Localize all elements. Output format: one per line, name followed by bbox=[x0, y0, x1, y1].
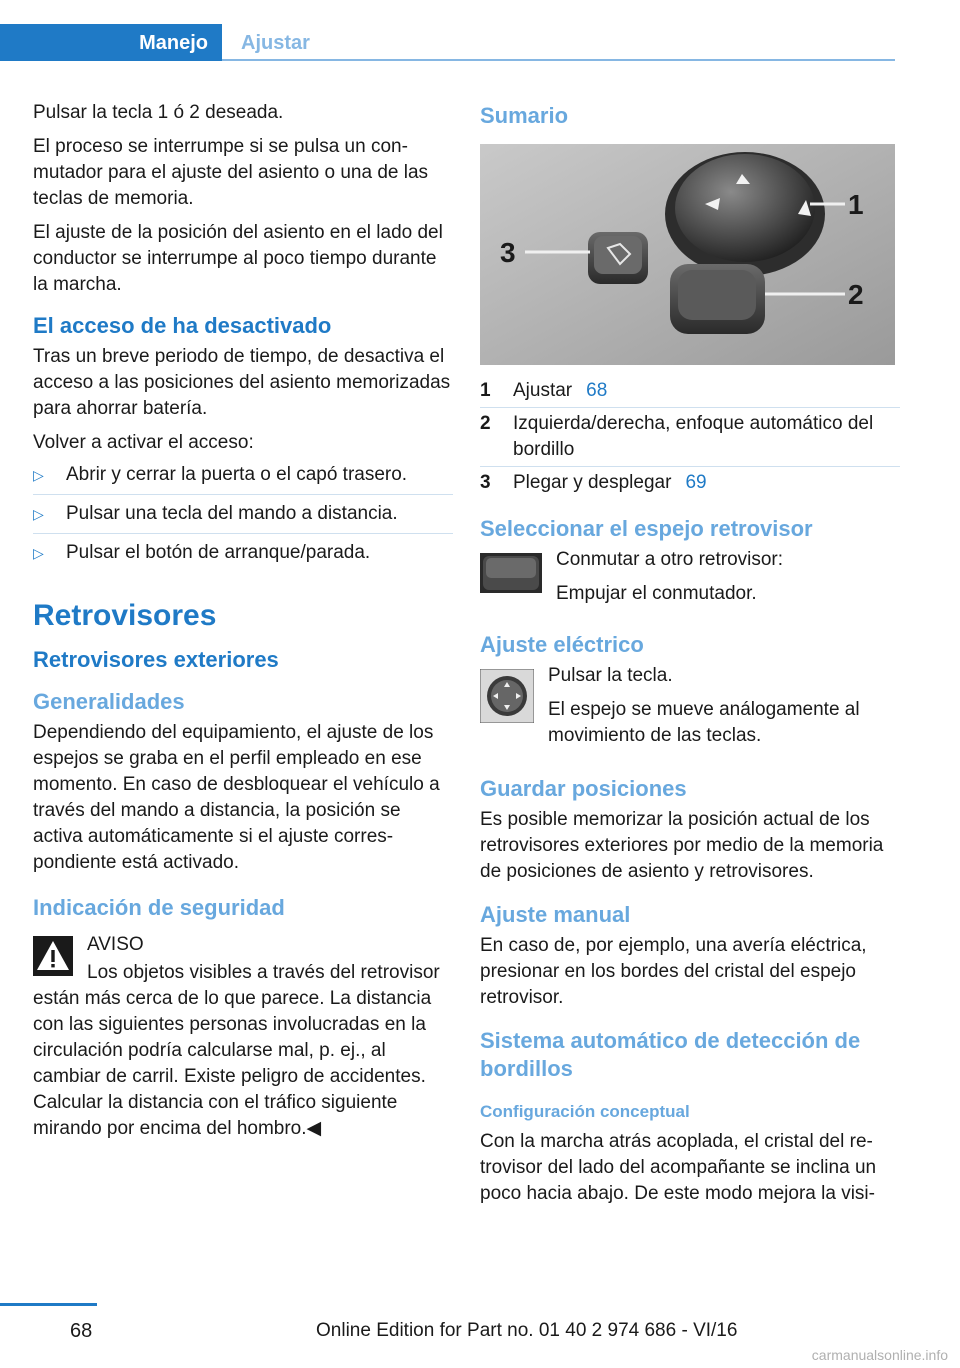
watermark: carmanualsonline.info bbox=[811, 1347, 948, 1363]
photo-label-3: 3 bbox=[500, 237, 516, 268]
aviso-label: AVISO bbox=[87, 934, 144, 955]
mirror-switch-photo bbox=[480, 144, 895, 365]
list-item: ▷ Pulsar una tecla del mando a distancia. bbox=[33, 495, 453, 534]
footer-rule bbox=[0, 1303, 97, 1306]
triangle-bullet-icon: ▷ bbox=[33, 467, 44, 483]
select-mirror-row: Conmutar a otro retrovisor: Empujar el conmutador. bbox=[480, 547, 900, 615]
heading-electrico: Ajuste eléctrico bbox=[480, 632, 644, 657]
paragraph: Dependiendo del equipamiento, el ajuste de los espejos se graba en el perfil empleado en ese momento. En caso de desbloquear el vehículo a través del mando a distancia, la posición se activa automáticamente si el ajuste correspondiente está activado. bbox=[33, 722, 440, 873]
heading-retrovisores: Retrovisores bbox=[33, 599, 217, 632]
paragraph: Con la marcha atrás acoplada, el cristal del retrovisor del lado del acompañante se inclina un poco hacia abajo. De este modo mejora la visi- bbox=[480, 1131, 877, 1204]
heading-seleccionar: Seleccionar el espejo retrovisor bbox=[480, 516, 813, 541]
paragraph: En caso de, por ejemplo, una avería eléctrica, presionar en los bordes del cristal del espejo retrovisor. bbox=[480, 935, 867, 1008]
page-number: 68 bbox=[70, 1320, 93, 1342]
list-item: ▷ Abrir y cerrar la puerta o el capó trasero. bbox=[33, 456, 453, 495]
paragraph: Tras un breve periodo de tiempo, de desactiva el acceso a las posiciones del asiento memorizadas para ahorrar batería. bbox=[33, 346, 451, 419]
heading-guardar: Guardar posiciones bbox=[480, 776, 687, 801]
photo-label-1: 1 bbox=[848, 189, 864, 220]
page-ref-link[interactable]: 69 bbox=[685, 472, 707, 493]
heading-sistema: Sistema automático de detección de bordillos bbox=[480, 1028, 861, 1081]
edition-text: Online Edition for Part no. 01 40 2 974 686 - VI/16 bbox=[316, 1320, 738, 1341]
paragraph: El ajuste de la posición del asiento en el lado del conductor se interrumpe al poco tiempo durante la marcha. bbox=[33, 222, 443, 295]
warning-text: Los objetos visibles a través del retrovisor están más cerca de lo que parece. La distancia con las siguientes personas involucradas en la circulación podría calcularse mal, p. ej., al cambiar de carril. Existe peligro de accidentes. Calcular la distancia con el tráfico siguiente mirando por encima del hombro.◀ bbox=[33, 962, 440, 1139]
mirror-toggle-switch-icon bbox=[480, 553, 542, 593]
photo-label-2: 2 bbox=[848, 279, 864, 310]
electric-adjust-row: Pulsar la tecla. El espejo se mueve análogamente al movimiento de las teclas. bbox=[480, 663, 900, 757]
right-column bbox=[480, 100, 900, 1215]
tab-underline bbox=[222, 59, 895, 61]
tab-ajustar[interactable]: Ajustar bbox=[241, 32, 310, 54]
paragraph: Pulsar la tecla 1 ó 2 deseada. bbox=[33, 102, 284, 123]
heading-sumario: Sumario bbox=[480, 103, 569, 128]
warning-triangle-icon bbox=[33, 936, 73, 976]
mirror-adjust-knob-icon bbox=[480, 669, 534, 723]
heading-acceso: El acceso de ha desactivado bbox=[33, 313, 332, 338]
paragraph: Volver a activar el acceso: bbox=[33, 432, 254, 453]
paragraph: El proceso se interrumpe si se pulsa un conmutador para el ajuste del asiento o una de las teclas de memoria. bbox=[33, 136, 429, 209]
page-ref-link[interactable]: 68 bbox=[586, 380, 608, 401]
legend-item: 1 Ajustar 68 bbox=[480, 375, 900, 408]
triangle-bullet-icon: ▷ bbox=[33, 545, 44, 561]
heading-exteriores: Retrovisores exteriores bbox=[33, 647, 279, 672]
tab-manejo[interactable] bbox=[0, 24, 222, 61]
triangle-bullet-icon: ▷ bbox=[33, 506, 44, 522]
heading-manual: Ajuste manual bbox=[480, 902, 631, 927]
legend-item: 3 Plegar y desplegar 69 bbox=[480, 472, 707, 493]
list-item: ▷ Pulsar el botón de arranque/parada. bbox=[33, 534, 453, 572]
legend-item: 2 Izquierda/derecha, enfoque automático del bordillo bbox=[480, 408, 900, 467]
heading-seguridad: Indicación de seguridad bbox=[33, 895, 285, 920]
legend-list bbox=[480, 375, 900, 499]
bullet-list bbox=[33, 456, 453, 572]
left-column bbox=[33, 100, 453, 1150]
heading-generalidades: Generalidades bbox=[33, 689, 185, 714]
paragraph: Es posible memorizar la posición actual de los retrovisores exteriores por medio de la memoria de posiciones de asiento y retrovisores. bbox=[480, 809, 884, 882]
heading-configuracion: Configuración conceptual bbox=[480, 1102, 690, 1121]
tab-manejo-label: Manejo bbox=[139, 32, 208, 54]
chapter-tabs bbox=[0, 24, 895, 61]
